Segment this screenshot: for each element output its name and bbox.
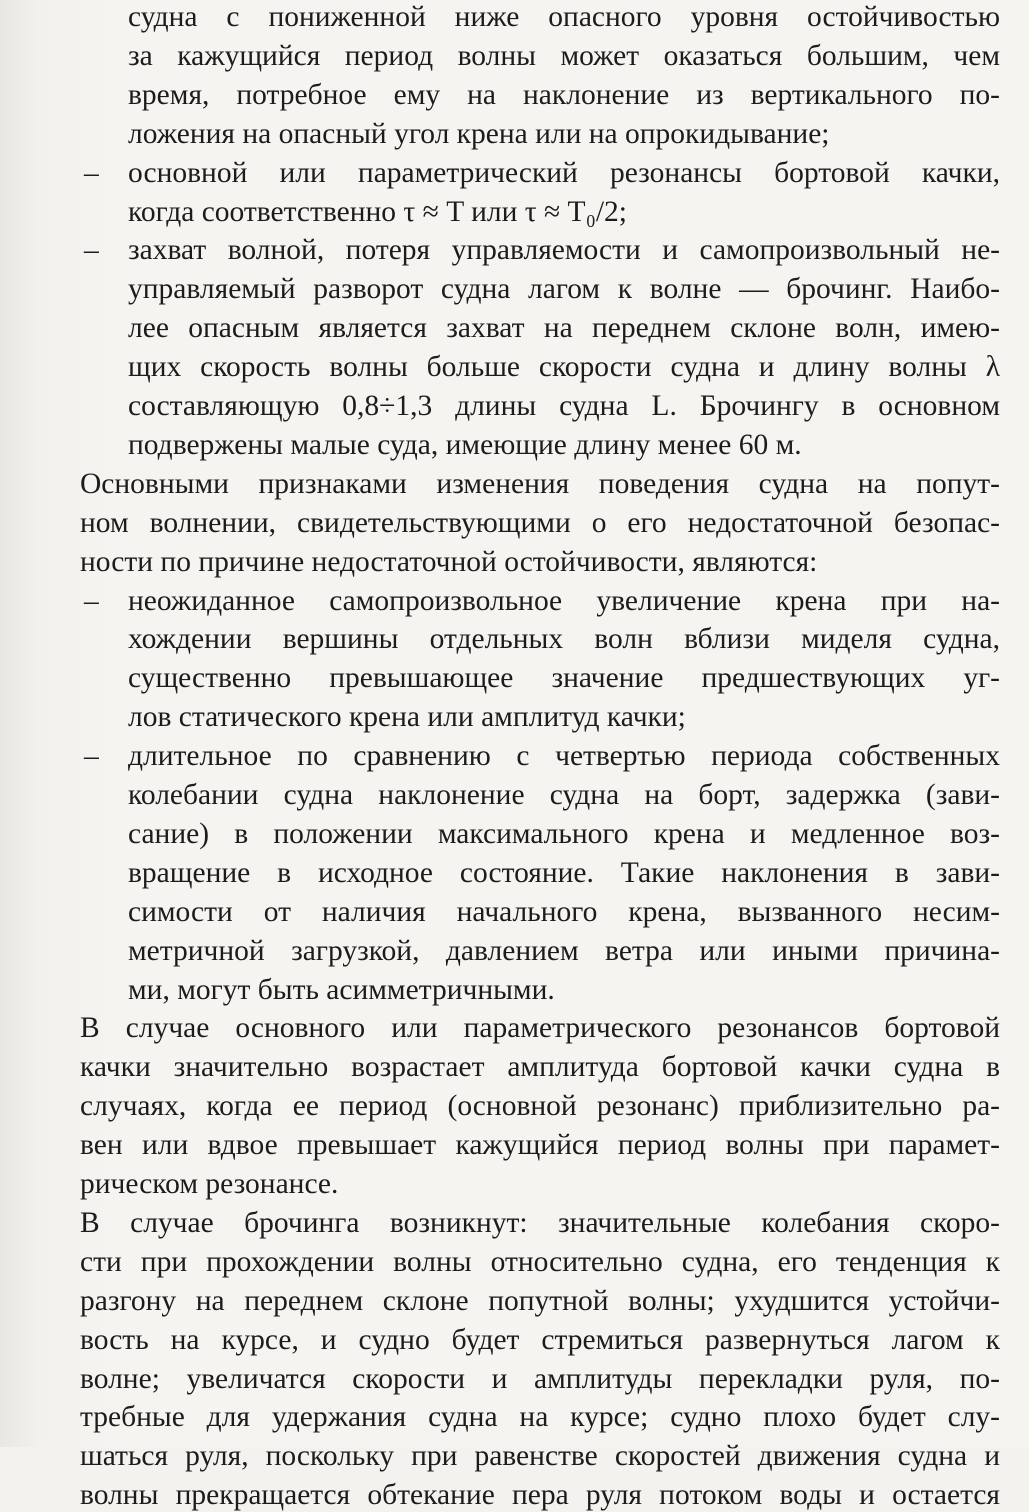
text-line: метричной загрузкой, давлением ветра или иными причина- <box>128 934 1000 967</box>
text-line: В случае брочинга возникнут: значительные колебания скоро- <box>80 1206 1000 1239</box>
text-line: разгону на переднем склоне попутной волны; ухудшится устойчи- <box>80 1284 1000 1317</box>
text-line: за кажущийся период волны может оказаться большим, чем <box>128 39 1000 72</box>
text-line: существенно превышающее значение предшествующих уг- <box>128 662 1000 695</box>
text-line: требные для удержания судна на курсе; судно плохо будет слу- <box>80 1401 1000 1434</box>
text-line <box>80 584 1000 618</box>
text-line: вен или вдвое превышает кажущийся период волны при парамет- <box>80 1129 1000 1162</box>
text-line: лее опасным является захват на переднем склоне волн, имею- <box>128 312 1000 345</box>
text-line: волны прекращается обтекание пера руля потоком воды и остается <box>80 1479 1000 1512</box>
text-line: управляемый разворот судна лагом к волне — брочинг. Наибо- <box>128 273 1000 306</box>
text-line: сание) в положении максимального крена и медленное воз- <box>128 817 1000 850</box>
list-dash: – <box>84 740 99 773</box>
text-line: В случае основного или параметрического резонансов бортовой <box>80 1012 1000 1045</box>
text-line: ности по причине недостаточной остойчивости, являются: <box>80 545 818 578</box>
text-line: вость на курсе, и судно будет стремиться развернуться лагом к <box>80 1323 1000 1356</box>
text-line: хождении вершины отдельных волн вблизи миделя судна, <box>128 623 1000 656</box>
text-line-content: неожиданное самопроизвольное увеличение крена при на- <box>128 584 1000 617</box>
text-line: когда соответственно τ ≈ T или τ ≈ T₀/2; <box>128 195 627 228</box>
text-line: ном волнении, свидетельствующими о его недостаточной безопас- <box>80 506 1000 539</box>
text-line: ложения на опасный угол крена или на опрокидывание; <box>128 117 830 150</box>
text-line <box>80 156 1000 190</box>
text-line-content: захват волной, потеря управляемости и самопроизвольный не- <box>128 234 1000 267</box>
text-line <box>80 739 1000 773</box>
text-line: случаях, когда ее период (основной резонанс) приблизительно ра- <box>80 1090 1000 1123</box>
text-line: Основными признаками изменения поведения судна на попут- <box>80 467 1000 500</box>
text-line: ми, могут быть асимметричными. <box>128 973 555 1006</box>
text-line: сти при прохождении волны относительно судна, его тенденция к <box>80 1245 1000 1278</box>
text-line: щих скорость волны больше скорости судна и длину волны λ <box>128 351 1000 384</box>
text-line-content: длительное по сравнению с четвертью периода собственных <box>128 740 1000 773</box>
list-dash: – <box>84 584 99 617</box>
text-line: волне; увеличатся скорости и амплитуды перекладки руля, по- <box>80 1362 1000 1395</box>
text-line <box>80 233 1000 267</box>
text-line: подвержены малые суда, имеющие длину менее 60 м. <box>128 428 802 461</box>
text-line: колебании судна наклонение судна на борт, задержка (зави- <box>128 779 1000 811</box>
text-line: судна с пониженной ниже опасного уровня остойчивостью <box>128 1 1000 33</box>
text-line: лов статического крена или амплитуд качки; <box>128 701 686 734</box>
text-line: качки значительно возрастает амплитуда бортовой качки судна в <box>80 1051 1000 1084</box>
text-line: симости от наличия начального крена, вызванного несим- <box>128 895 1000 928</box>
text-line: составляющую 0,8÷1,3 длины судна L. Брочингу в основном <box>128 390 1000 422</box>
text-line: вращение в исходное состояние. Такие наклонения в зави- <box>128 856 1000 889</box>
list-dash: – <box>84 156 99 189</box>
text-line: время, потребное ему на наклонение из вертикального по- <box>128 78 1000 111</box>
text-line: рическом резонансе. <box>80 1168 339 1200</box>
text-line-content: основной или параметрический резонансы бортовой качки, <box>128 156 1000 189</box>
text-line: шаться руля, поскольку при равенстве скоростей движения судна и <box>80 1440 1000 1473</box>
list-dash: – <box>84 234 99 267</box>
